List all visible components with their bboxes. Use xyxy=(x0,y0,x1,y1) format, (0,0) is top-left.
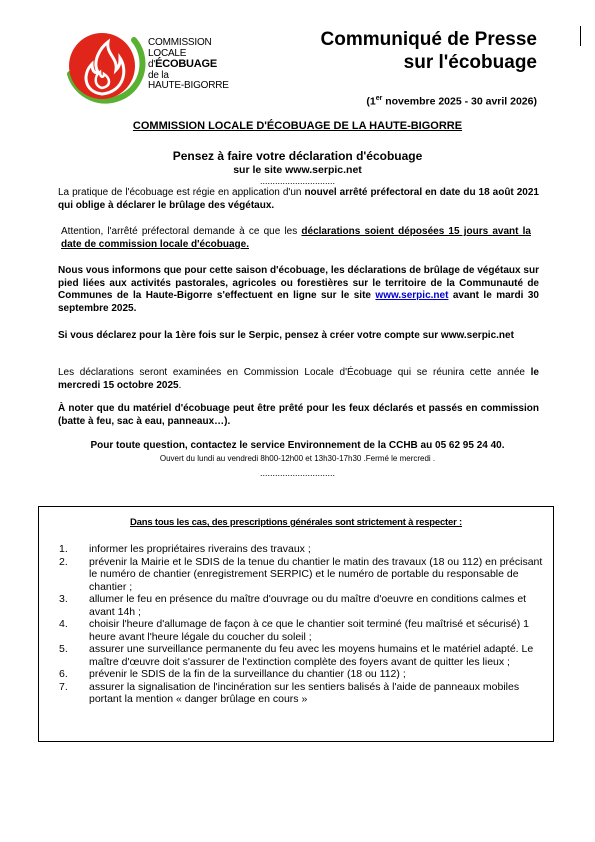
logo-line-3-bold: ÉCOBUAGE xyxy=(155,58,218,70)
prescriptions-list xyxy=(59,543,543,706)
page-title xyxy=(321,28,537,74)
subtitle-site: sur le site www.serpic.net xyxy=(233,164,362,176)
paragraph-information: Nous vous informons que pour cette saison d'écobuage, les déclarations de brûlage de végétaux sur pied liées aux activités pastorales, agricoles ou forestières sur le territoire de la Communauté de Communes de la Haute-Bigorre s'effectuent en ligne sur le site www.serpic.net avant le mardi 30 septembre 2025. xyxy=(58,265,539,314)
list-item: 7. assurer la signalisation de l'incinération sur les sentiers balisés à l'aide de panneaux mobiles portant la mention « danger brûlage en cours » xyxy=(59,680,520,705)
opening-hours: Ouvert du lundi au vendredi 8h00-12h00 et 13h30-17h30 .Fermé le mercredi . xyxy=(159,454,436,463)
list-item: 5. assurer une surveillance permanente du feu avec les moyens humains et le matériel adapté. Le maître d'œuvre doit s'assurer de l'extinction complète des foyers avant de quitter les lieux ; xyxy=(59,643,534,668)
list-item: 3. allumer le feu en présence du maître d'ouvrage ou du maître d'oeuvre en conditions calmes et avant 14h ; xyxy=(59,593,527,618)
separator-dots: .............................. xyxy=(259,176,335,186)
section-heading: COMMISSION LOCALE D'ÉCOBUAGE DE LA HAUTE-BIGORRE xyxy=(132,120,463,132)
list-item: 2. prévenir la Mairie et le SDIS de la tenue du chantier le matin des travaux (18 ou 112) en précisant le numéro de chantier (enregistrement SERPIC) et le numéro de portable du responsable de chantier ; xyxy=(59,555,543,593)
prescriptions-box xyxy=(38,506,554,742)
season-dates: (1er novembre 2025 - 30 avril 2026) xyxy=(366,95,537,108)
logo-line-4: de la xyxy=(148,69,169,81)
subtitle-declaration: Pensez à faire votre déclaration d'écobuage xyxy=(172,149,423,163)
title-line-2: sur l'écobuage xyxy=(403,52,537,73)
list-item: 4. choisir l'heure d'allumage de façon à ce que le chantier soit terminé (feu maîtrisé et sécurisé) 1 heure avant l'heure légale du coucher du soleil ; xyxy=(59,618,529,643)
paragraph-arrete: La pratique de l'écobuage est régie en application d'un nouvel arrêté préfectoral en date du 18 août 2021 qui oblige à déclarer le brûlage des végétaux. xyxy=(58,187,539,211)
paragraph-commission: Les déclarations seront examinées en Commission Locale d'Écobuage qui se réunira cette année le mercredi 15 octobre 2025. xyxy=(58,367,539,391)
separator-dots-2: .............................. xyxy=(259,468,335,478)
serpic-link[interactable]: www.serpic.net xyxy=(375,290,449,301)
list-item: 6. prévenir le SDIS de la fin de la surveillance du chantier (18 ou 112) ; xyxy=(59,668,406,680)
logo-line-5: HAUTE-BIGORRE xyxy=(148,80,229,91)
paragraph-materiel: À noter que du matériel d'écobuage peut être prêté pour les feux déclarés et passés en commission (batte à feu, sac à eau, panneaux…). xyxy=(58,403,539,427)
paragraph-attention: Attention, l'arrêté préfectoral demande à ce que les déclarations soient déposées 15 jours avant la date de commission locale d'écobuage. xyxy=(61,226,531,250)
logo-line-2: LOCALE xyxy=(148,47,187,59)
logo-line-1: COMMISSION xyxy=(148,37,212,48)
paragraph-first-time: Si vous déclarez pour la 1ère fois sur le Serpic, pensez à créer votre compte sur www.serpic.net xyxy=(58,330,514,341)
logo-text xyxy=(148,38,229,92)
logo-line-3-prefix: d' xyxy=(148,59,156,70)
title-line-1: Communiqué de Presse xyxy=(320,29,537,50)
prescriptions-title: Dans tous les cas, des prescriptions générales sont strictement à respecter : xyxy=(129,517,462,528)
margin-line xyxy=(580,26,581,46)
list-item: 1. informer les propriétaires riverains des travaux ; xyxy=(59,543,311,555)
fire-logo-icon xyxy=(62,22,152,112)
contact-line: Pour toute question, contactez le service Environnement de la CCHB au 05 62 95 24 40. xyxy=(90,440,505,451)
